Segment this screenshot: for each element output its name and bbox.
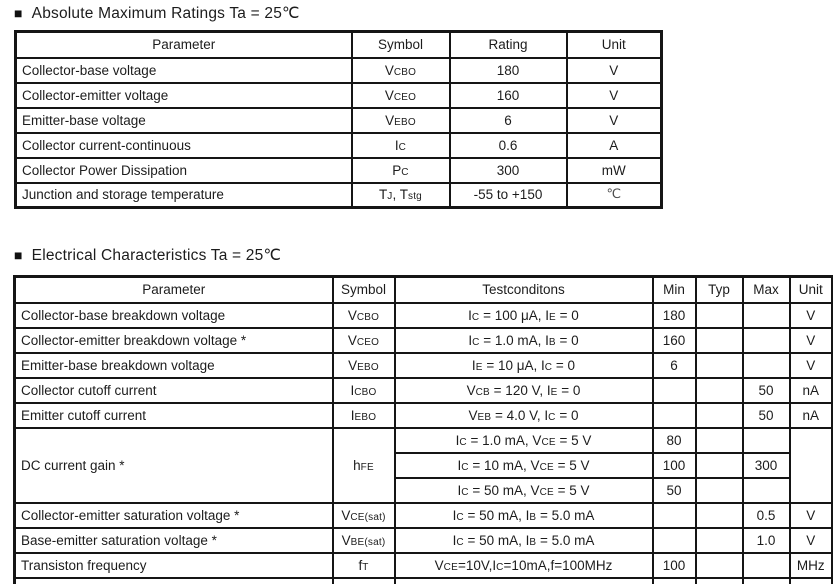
table-cell: 0.5: [743, 503, 790, 528]
table-cell: [696, 553, 743, 578]
table-cell: 160: [450, 83, 567, 108]
parameter-cell: Emitter-base voltage: [16, 108, 352, 133]
table-cell: V: [790, 528, 833, 553]
table-cell: MHz: [790, 553, 833, 578]
table-cell: IC: [352, 133, 450, 158]
table-row-cutoff: [15, 578, 833, 584]
table-row: [16, 158, 662, 183]
table-header-cell: Unit: [790, 277, 833, 303]
subscript-text: EB: [477, 411, 492, 423]
parameter-cell: Collector-emitter breakdown voltage *: [15, 328, 333, 353]
parameter-cell: Collector-emitter saturation voltage *: [15, 503, 333, 528]
table-cell: [790, 578, 833, 584]
table-header-cell: Parameter: [16, 32, 352, 58]
table-cell: ℃: [567, 183, 662, 208]
table-row: [16, 108, 662, 133]
table-cell: [696, 453, 743, 478]
table-row: [15, 378, 833, 403]
table-cell: 0.6: [450, 133, 567, 158]
table-cell: [696, 378, 743, 403]
table-cell: [743, 303, 790, 328]
table-cell: 180: [450, 58, 567, 83]
table-header-cell: Rating: [450, 32, 567, 58]
table-cell: [696, 528, 743, 553]
table-header-cell: Unit: [567, 32, 662, 58]
table-cell: VEBO: [352, 108, 450, 133]
subscript-text: FE: [360, 461, 374, 473]
subscript-text: C: [544, 361, 553, 373]
table-cell: 300: [743, 453, 790, 478]
table-cell: 6: [450, 108, 567, 133]
table-row: [15, 553, 833, 578]
table-cell: [15, 578, 333, 584]
absolute-maximum-ratings-table: [14, 30, 663, 209]
subscript-text: C: [456, 536, 464, 548]
table-cell: [743, 553, 790, 578]
table-cell: IC = 50 mA, VCE = 5 V: [395, 478, 653, 503]
table-cell: [653, 528, 696, 553]
subscript-text: E: [549, 311, 556, 323]
subscript-text: CE: [539, 486, 554, 498]
subscript-text: CE: [539, 461, 554, 473]
table-cell: [743, 478, 790, 503]
subscript-text: CE: [443, 561, 458, 573]
table-cell: [696, 328, 743, 353]
table-cell: VCBO: [352, 58, 450, 83]
table-cell: [790, 428, 833, 503]
table-cell: A: [567, 133, 662, 158]
subscript-text: CBO: [393, 66, 417, 78]
parameter-cell: Collector-base voltage: [16, 58, 352, 83]
table-cell: IC = 100 μA, IE = 0: [395, 303, 653, 328]
table-cell: V: [567, 83, 662, 108]
electrical-characteristics-table: [13, 275, 833, 584]
table-cell: nA: [790, 403, 833, 428]
table-cell: nA: [790, 378, 833, 403]
subscript-text: C: [471, 311, 480, 323]
table-cell: IEBO: [333, 403, 395, 428]
table-cell: 50: [743, 403, 790, 428]
parameter-cell: Collector-base breakdown voltage: [15, 303, 333, 328]
table-cell: [696, 303, 743, 328]
square-bullet-icon: ■: [14, 246, 23, 263]
parameter-cell: Transiston frequency: [15, 553, 333, 578]
table-header-row: [15, 277, 833, 303]
table-cell: VEBO: [333, 353, 395, 378]
subscript-text: EBO: [394, 116, 416, 128]
table-row: [15, 503, 833, 528]
table-cell: IC = 50 mA, IB = 5.0 mA: [395, 503, 653, 528]
table-cell: TJ, Tstg: [352, 183, 450, 208]
subscript-text: C: [398, 141, 407, 153]
table-header-cell: Min: [653, 277, 696, 303]
table-cell: [696, 578, 743, 584]
table-header-cell: Symbol: [352, 32, 450, 58]
parameter-cell: Collector current-continuous: [16, 133, 352, 158]
table-header-cell: Testconditons: [395, 277, 653, 303]
table-cell: -55 to +150: [450, 183, 567, 208]
subscript-text: CE: [541, 436, 556, 448]
table-header-cell: Symbol: [333, 277, 395, 303]
table-cell: IE = 10 μA, IC = 0: [395, 353, 653, 378]
table-cell: [743, 428, 790, 453]
subscript-text: B: [529, 511, 537, 523]
subscript-text: CB: [475, 386, 490, 398]
subscript-text: C: [456, 511, 464, 523]
table-cell: [696, 478, 743, 503]
table-cell: VCE=10V,IC=10mA,f=100MHz: [395, 553, 653, 578]
table-cell: 80: [653, 428, 696, 453]
table-cell: 6: [653, 353, 696, 378]
table-cell: V: [567, 108, 662, 133]
subscript-text: BE(sat): [350, 536, 386, 548]
table-cell: IC = 1.0 mA, VCE = 5 V: [395, 428, 653, 453]
table-cell: [743, 578, 790, 584]
subscript-text: C: [472, 336, 480, 348]
subscript-text: C: [496, 561, 504, 573]
subscript-text: B: [548, 336, 556, 348]
table-cell: VEB = 4.0 V, IC = 0: [395, 403, 653, 428]
table-cell: IC = 1.0 mA, IB = 0: [395, 328, 653, 353]
subscript-text: C: [401, 166, 409, 178]
subscript-text: C: [461, 461, 469, 473]
subscript-text: J: [387, 191, 393, 203]
subscript-text: C: [461, 486, 469, 498]
subscript-text: EBO: [354, 411, 377, 423]
parameter-cell: Base-emitter saturation voltage *: [15, 528, 333, 553]
abs-max-title-text: Absolute Maximum Ratings Ta = 25℃: [31, 5, 300, 22]
subscript-text: stg: [408, 191, 422, 203]
subscript-text: CEO: [393, 91, 417, 103]
subscript-text: T: [362, 561, 369, 573]
table-cell: V: [567, 58, 662, 83]
subscript-text: E: [475, 361, 483, 373]
subscript-text: CBO: [354, 386, 377, 398]
table-cell: mW: [567, 158, 662, 183]
table-cell: [333, 578, 395, 584]
table-cell: [653, 378, 696, 403]
table-row: [16, 83, 662, 108]
parameter-cell: Emitter cutoff current: [15, 403, 333, 428]
parameter-cell: Collector-emitter voltage: [16, 83, 352, 108]
table-cell: VCE(sat): [333, 503, 395, 528]
table-cell: V: [790, 303, 833, 328]
table-row: [15, 303, 833, 328]
table-cell: [653, 503, 696, 528]
table-cell: 160: [653, 328, 696, 353]
table-cell: IC = 10 mA, VCE = 5 V: [395, 453, 653, 478]
parameter-cell: Emitter-base breakdown voltage: [15, 353, 333, 378]
table-header-cell: Parameter: [15, 277, 333, 303]
table-cell: [696, 403, 743, 428]
table-cell: [696, 503, 743, 528]
table-header-cell: Typ: [696, 277, 743, 303]
subscript-text: CBO: [356, 311, 380, 323]
table-row: [16, 183, 662, 208]
table-row: [15, 353, 833, 378]
table-header-row: [16, 32, 662, 58]
table-cell: [395, 578, 653, 584]
subscript-text: C: [548, 411, 556, 423]
table-row: [15, 428, 833, 453]
table-cell: VCBO: [333, 303, 395, 328]
subscript-text: B: [529, 536, 537, 548]
abs-max-section-title: [14, 4, 300, 23]
table-cell: VCEO: [352, 83, 450, 108]
parameter-cell: Collector cutoff current: [15, 378, 333, 403]
elec-char-title-text: Electrical Characteristics Ta = 25℃: [31, 247, 282, 264]
table-cell: 1.0: [743, 528, 790, 553]
table-cell: 50: [743, 378, 790, 403]
table-cell: [653, 403, 696, 428]
subscript-text: E: [550, 386, 558, 398]
table-cell: VBE(sat): [333, 528, 395, 553]
table-row: [15, 403, 833, 428]
table-cell: 100: [653, 453, 696, 478]
table-cell: hFE: [333, 428, 395, 503]
table-cell: PC: [352, 158, 450, 183]
table-cell: VCB = 120 V, IE = 0: [395, 378, 653, 403]
table-row: [15, 328, 833, 353]
table-cell: 100: [653, 553, 696, 578]
subscript-text: C: [459, 436, 467, 448]
table-cell: V: [790, 328, 833, 353]
parameter-cell: Junction and storage temperature: [16, 183, 352, 208]
table-header-cell: Max: [743, 277, 790, 303]
table-cell: ICBO: [333, 378, 395, 403]
table-cell: [696, 353, 743, 378]
table-cell: VCEO: [333, 328, 395, 353]
table-row: [15, 528, 833, 553]
table-row: [16, 58, 662, 83]
table-cell: V: [790, 503, 833, 528]
table-cell: [743, 328, 790, 353]
table-cell: 300: [450, 158, 567, 183]
table-cell: fT: [333, 553, 395, 578]
parameter-cell: Collector Power Dissipation: [16, 158, 352, 183]
subscript-text: CEO: [356, 336, 380, 348]
table-cell: 50: [653, 478, 696, 503]
subscript-text: EBO: [357, 361, 379, 373]
table-cell: [653, 578, 696, 584]
subscript-text: CE(sat): [350, 511, 386, 523]
table-cell: [743, 353, 790, 378]
square-bullet-icon: ■: [14, 4, 23, 21]
table-cell: IC = 50 mA, IB = 5.0 mA: [395, 528, 653, 553]
table-row: [16, 133, 662, 158]
table-cell: 180: [653, 303, 696, 328]
parameter-cell: DC current gain *: [15, 428, 333, 503]
elec-char-section-title: [14, 246, 281, 265]
table-cell: [696, 428, 743, 453]
table-cell: V: [790, 353, 833, 378]
